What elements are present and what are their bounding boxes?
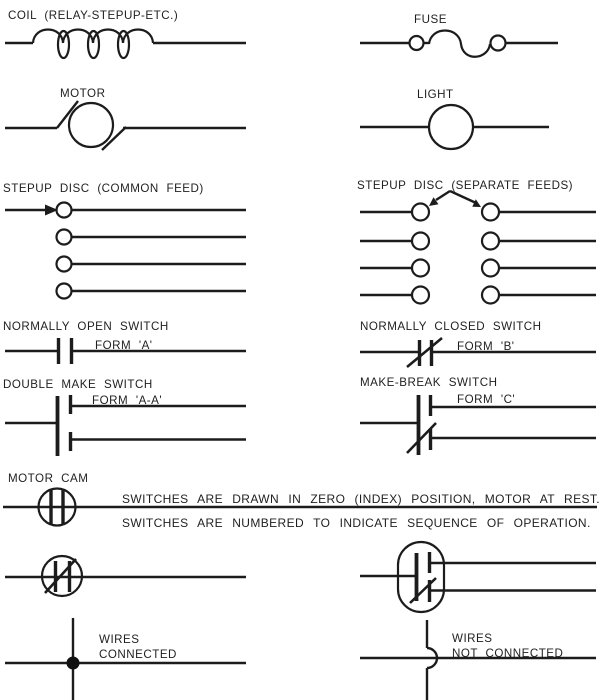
form-b-label: FORM 'B' bbox=[457, 340, 515, 353]
normally-closed-switch-symbol bbox=[360, 320, 596, 367]
normally-open-label: NORMALLY OPEN SWITCH bbox=[3, 320, 169, 333]
pointer-line-left bbox=[436, 191, 450, 200]
disc-contact bbox=[412, 204, 429, 221]
cam-make-break-symbol bbox=[360, 542, 596, 612]
light-label: LIGHT bbox=[417, 88, 454, 101]
pointer-line-right bbox=[450, 191, 475, 203]
stepup-disc-separate-feeds bbox=[357, 179, 596, 304]
form-aa-label: FORM 'A-A' bbox=[92, 394, 163, 407]
disc-contact bbox=[482, 260, 499, 277]
note-line-2: SWITCHES ARE NUMBERED TO INDICATE SEQUENCE OF OPERATION. bbox=[122, 516, 591, 530]
make-break-label: MAKE-BREAK SWITCH bbox=[360, 376, 498, 389]
disc-contact bbox=[57, 230, 72, 245]
coil-label: COIL (RELAY-STEPUP-ETC.) bbox=[8, 9, 179, 22]
double-make-switch-symbol bbox=[3, 378, 246, 456]
double-make-label: DOUBLE MAKE SWITCH bbox=[3, 378, 153, 391]
wires-connected-label-1: WIRES bbox=[99, 633, 140, 646]
form-a-label: FORM 'A' bbox=[95, 339, 153, 352]
make-break-switch-symbol bbox=[360, 376, 596, 455]
stepup-common-label: STEPUP DISC (COMMON FEED) bbox=[3, 182, 204, 195]
light-bulb bbox=[429, 105, 473, 149]
normally-open-switch-symbol bbox=[3, 320, 246, 364]
stepup-separate-label: STEPUP DISC (SEPARATE FEEDS) bbox=[357, 179, 574, 192]
motor-body bbox=[69, 103, 113, 147]
normally-closed-label: NORMALLY CLOSED SWITCH bbox=[360, 320, 542, 333]
wires-connected-symbol bbox=[5, 618, 246, 700]
fuse-element bbox=[429, 31, 490, 57]
motor-cam-symbol bbox=[3, 472, 600, 530]
motor-cam-label: MOTOR CAM bbox=[8, 472, 89, 485]
note-line-1: SWITCHES ARE DRAWN IN ZERO (INDEX) POSITION, MOTOR AT REST. bbox=[122, 492, 600, 506]
light-symbol bbox=[360, 88, 549, 149]
motor-brush-right bbox=[102, 127, 126, 150]
coil-loop bbox=[88, 31, 99, 58]
coil-symbol bbox=[5, 9, 246, 58]
fuse-label: FUSE bbox=[414, 13, 447, 26]
disc-contact bbox=[57, 257, 72, 272]
coil-loop bbox=[118, 31, 129, 58]
disc-contact bbox=[482, 204, 499, 221]
fuse-clip-right bbox=[491, 36, 506, 51]
cam-normally-closed-symbol bbox=[5, 556, 246, 596]
wires-not-connected-label-2: NOT CONNECTED bbox=[452, 647, 564, 660]
disc-contact bbox=[412, 260, 429, 277]
wires-connected-label-2: CONNECTED bbox=[99, 648, 177, 661]
disc-contact bbox=[482, 287, 499, 304]
motor-symbol bbox=[5, 87, 246, 150]
disc-contact bbox=[57, 203, 72, 218]
motor-brush-left bbox=[57, 101, 78, 128]
stepup-disc-common-feed bbox=[3, 182, 246, 299]
wires-not-connected-symbol bbox=[360, 620, 596, 700]
fuse-symbol bbox=[360, 13, 558, 57]
junction-dot bbox=[67, 657, 80, 670]
disc-contact bbox=[412, 287, 429, 304]
disc-contact bbox=[412, 233, 429, 250]
disc-contact bbox=[57, 284, 72, 299]
motor-label: MOTOR bbox=[60, 87, 106, 100]
form-c-label: FORM 'C' bbox=[457, 393, 516, 406]
fuse-clip-left bbox=[410, 36, 424, 50]
coil-loop bbox=[58, 31, 69, 58]
wires-not-connected-label-1: WIRES bbox=[452, 632, 493, 645]
disc-contact bbox=[482, 233, 499, 250]
